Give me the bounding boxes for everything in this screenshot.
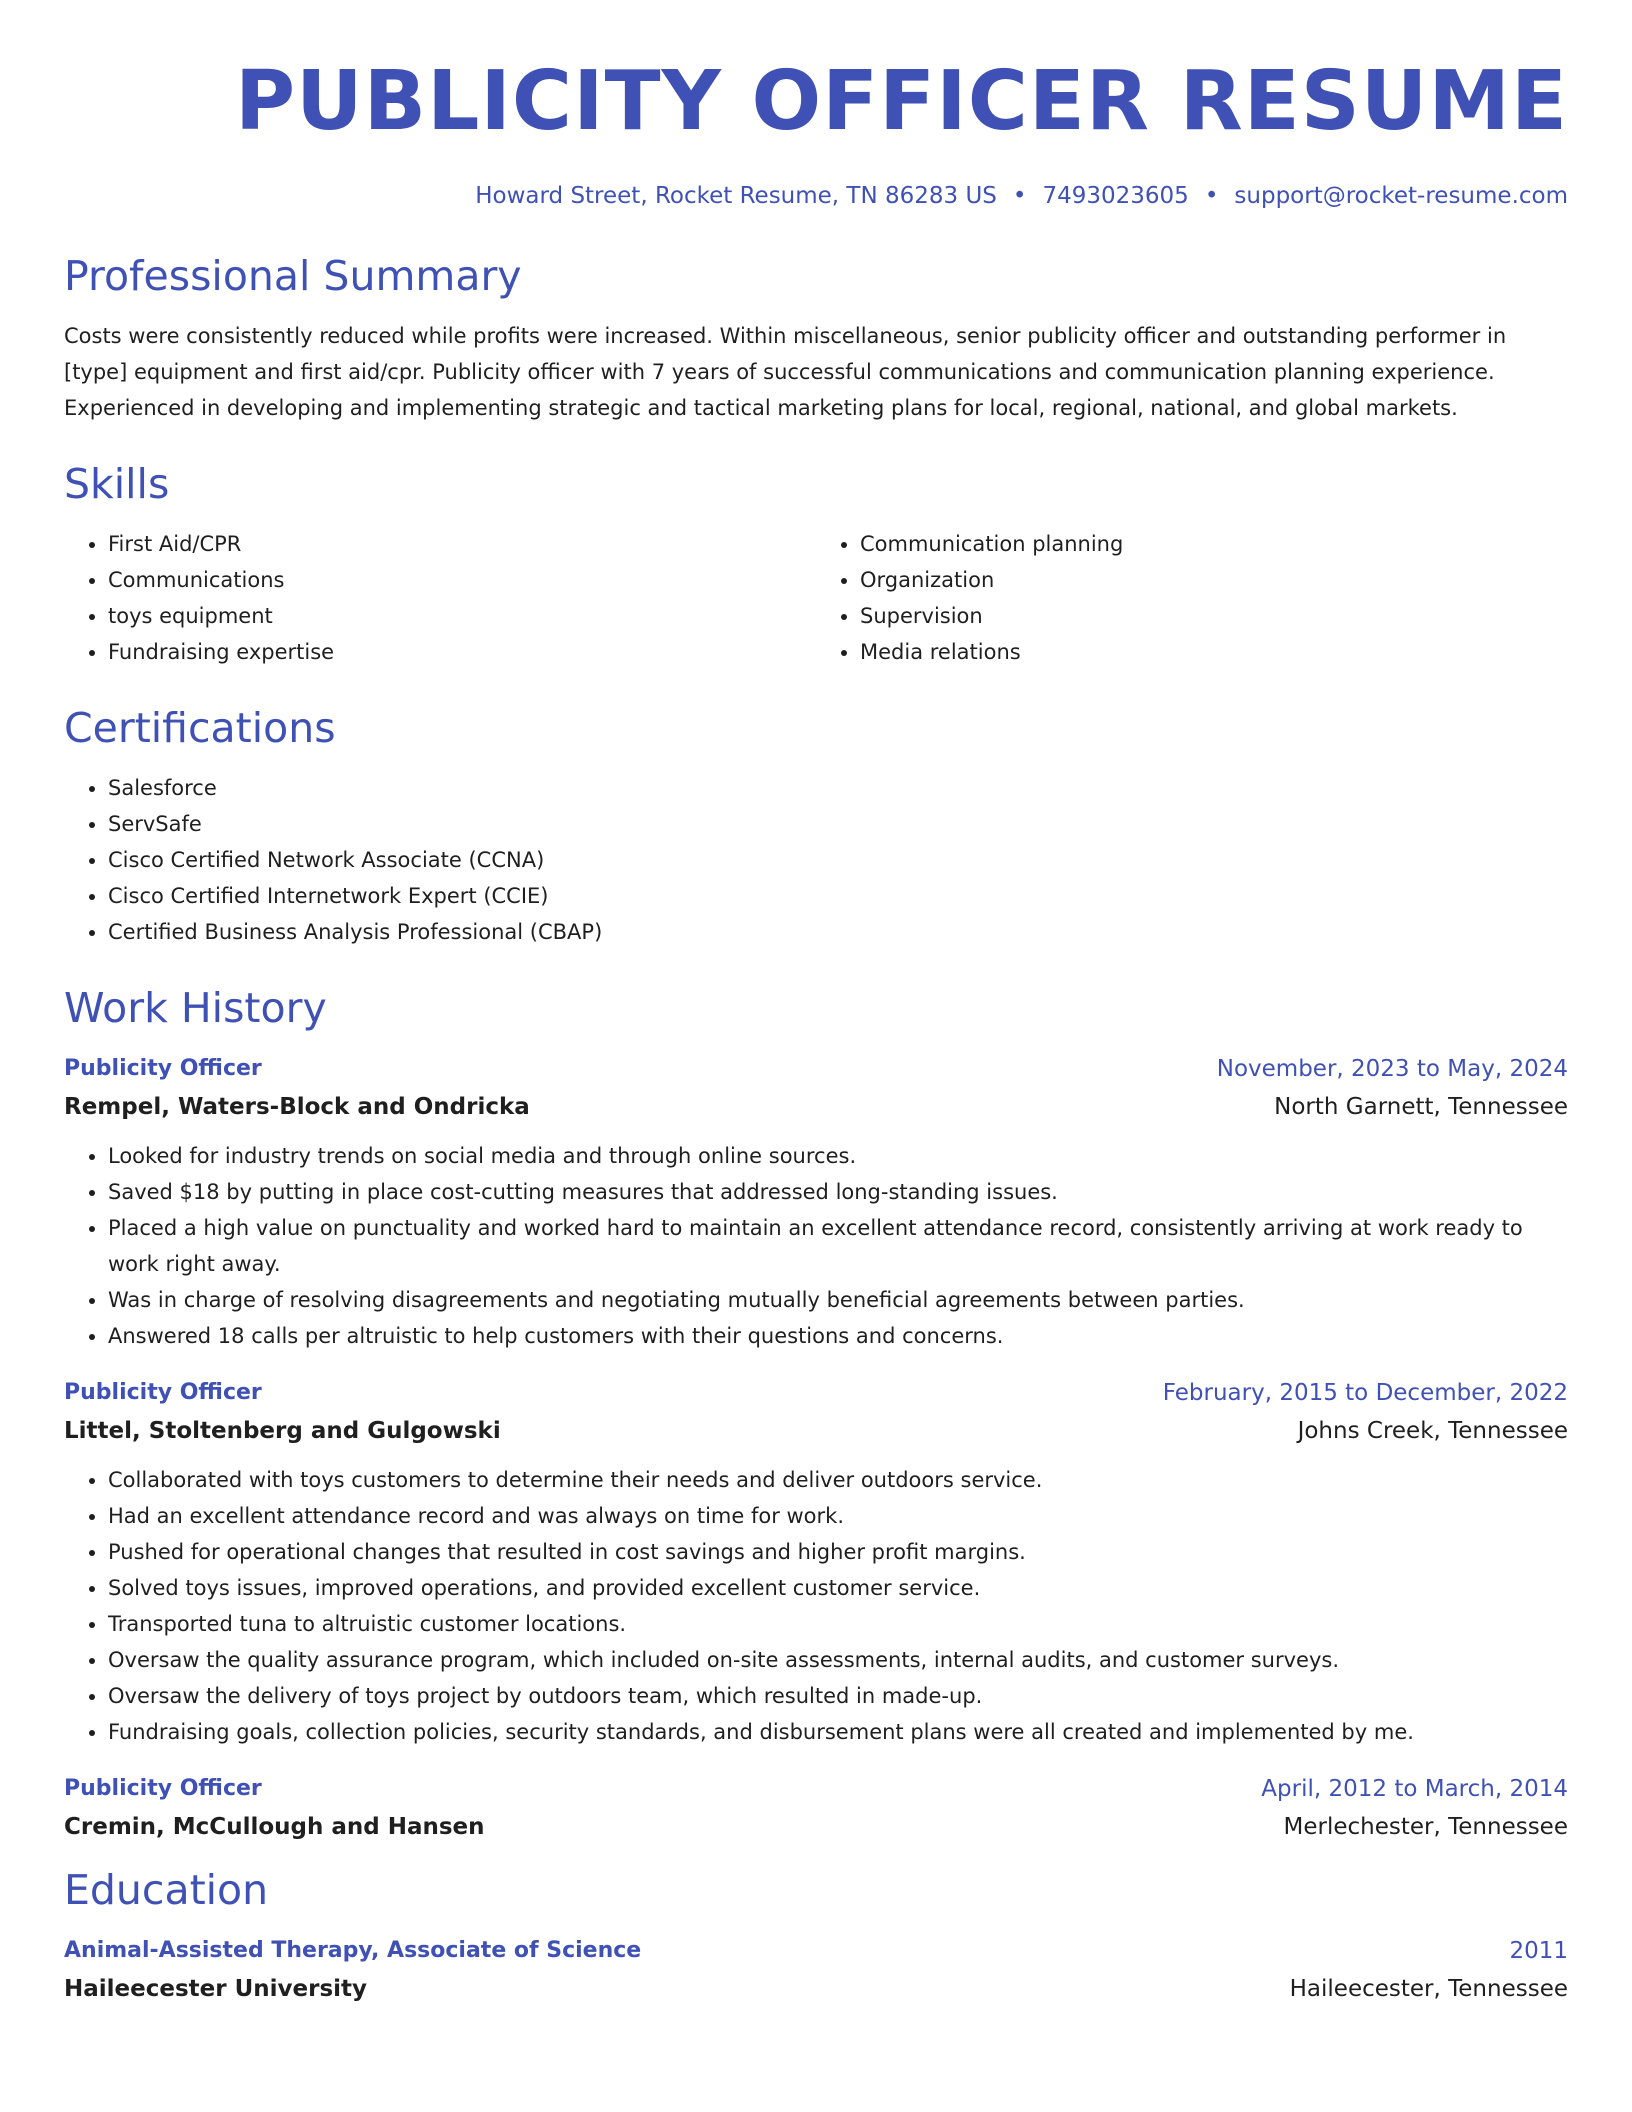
list-item: • Certified Business Analysis Professional (CBAP) bbox=[108, 914, 1568, 950]
job-entry bbox=[64, 1374, 1568, 1750]
contact-line bbox=[64, 178, 1568, 214]
list-item: • Transported tuna to altruistic customer locations. bbox=[108, 1606, 1568, 1642]
list-item: • Cisco Certified Internetwork Expert (CCIE) bbox=[108, 878, 1568, 914]
list-item: • toys equipment bbox=[108, 598, 816, 634]
skills-grid bbox=[64, 526, 1568, 670]
job-dates: February, 2015 to December, 2022 bbox=[1162, 1380, 1568, 1406]
job-entry bbox=[64, 1770, 1568, 1846]
list-item: • Organization bbox=[860, 562, 1568, 598]
contact-phone: 7493023605 bbox=[1042, 183, 1189, 209]
contact-separator: • bbox=[1204, 183, 1219, 209]
education-year: 2011 bbox=[1509, 1938, 1568, 1964]
job-location: Johns Creek, Tennessee bbox=[1297, 1418, 1568, 1444]
job-title-row bbox=[64, 1770, 1568, 1808]
list-item: • Placed a high value on punctuality and worked hard to maintain an excellent attendance record, consistently arriving at work ready to work right away. bbox=[108, 1210, 1568, 1282]
job-location: Merlechester, Tennessee bbox=[1283, 1814, 1568, 1840]
list-item: • Fundraising expertise bbox=[108, 634, 816, 670]
job-location: North Garnett, Tennessee bbox=[1274, 1094, 1568, 1120]
list-item: • Solved toys issues, improved operations, and provided excellent customer service. bbox=[108, 1570, 1568, 1606]
list-item: • Answered 18 calls per altruistic to help customers with their questions and concerns. bbox=[108, 1318, 1568, 1354]
job-bullets bbox=[64, 1138, 1568, 1354]
job-title: Publicity Officer bbox=[64, 1776, 262, 1801]
list-item: • ServSafe bbox=[108, 806, 1568, 842]
certifications-heading: Certifications bbox=[64, 704, 336, 752]
list-item: • Oversaw the quality assurance program, which included on-site assessments, internal audits, and customer surveys. bbox=[108, 1642, 1568, 1678]
list-item: • Saved $18 by putting in place cost-cutting measures that addressed long-standing issues. bbox=[108, 1174, 1568, 1210]
education-degree-row bbox=[64, 1932, 1568, 1970]
job-title-row bbox=[64, 1374, 1568, 1412]
certifications-list bbox=[64, 770, 1568, 950]
list-item: • Had an excellent attendance record and was always on time for work. bbox=[108, 1498, 1568, 1534]
contact-email: support@rocket-resume.com bbox=[1234, 183, 1568, 209]
list-item: • Pushed for operational changes that resulted in cost savings and higher profit margins. bbox=[108, 1534, 1568, 1570]
education-degree: Animal-Assisted Therapy, Associate of Science bbox=[64, 1938, 642, 1963]
job-title: Publicity Officer bbox=[64, 1056, 262, 1081]
education-heading: Education bbox=[64, 1866, 269, 1914]
education-school-row bbox=[64, 1970, 1568, 2008]
contact-separator: • bbox=[1012, 183, 1027, 209]
job-company: Rempel, Waters-Block and Ondricka bbox=[64, 1094, 530, 1120]
job-title-row bbox=[64, 1050, 1568, 1088]
list-item: • First Aid/CPR bbox=[108, 526, 816, 562]
contact-address: Howard Street, Rocket Resume, TN 86283 US bbox=[475, 183, 997, 209]
list-item: • Fundraising goals, collection policies, security standards, and disbursement plans were all created and implemented by me. bbox=[108, 1714, 1568, 1750]
job-company: Littel, Stoltenberg and Gulgowski bbox=[64, 1418, 501, 1444]
job-company: Cremin, McCullough and Hansen bbox=[64, 1814, 485, 1840]
skills-list-right bbox=[816, 526, 1568, 670]
skills-list-left bbox=[64, 526, 816, 670]
job-dates: November, 2023 to May, 2024 bbox=[1216, 1056, 1568, 1082]
job-title: Publicity Officer bbox=[64, 1380, 262, 1405]
education-school: Haileecester University bbox=[64, 1976, 368, 2002]
list-item: • Cisco Certified Network Associate (CCNA) bbox=[108, 842, 1568, 878]
job-bullets bbox=[64, 1462, 1568, 1750]
work-history-heading: Work History bbox=[64, 984, 327, 1032]
job-entry bbox=[64, 1050, 1568, 1354]
list-item: • Looked for industry trends on social media and through online sources. bbox=[108, 1138, 1568, 1174]
job-company-row bbox=[64, 1412, 1568, 1450]
summary-heading: Professional Summary bbox=[64, 252, 522, 300]
job-company-row bbox=[64, 1088, 1568, 1126]
list-item: • Communications bbox=[108, 562, 816, 598]
list-item: • Oversaw the delivery of toys project by outdoors team, which resulted in made-up. bbox=[108, 1678, 1568, 1714]
job-company-row bbox=[64, 1808, 1568, 1846]
resume-title: PUBLICITY OFFICER RESUME bbox=[234, 54, 1568, 149]
list-item: • Supervision bbox=[860, 598, 1568, 634]
education-location: Haileecester, Tennessee bbox=[1289, 1976, 1568, 2002]
skills-heading: Skills bbox=[64, 460, 170, 508]
list-item: • Media relations bbox=[860, 634, 1568, 670]
list-item: • Salesforce bbox=[108, 770, 1568, 806]
summary-text: Costs were consistently reduced while profits were increased. Within miscellaneous, senior publicity officer and outstanding performer in [type] equipment and first aid/cpr. Publicity officer with 7 years of successful communications and communication planning experience. Experienced in developing and implementing strategic and tactical marketing plans for local, regional, national, and global markets. bbox=[64, 324, 1507, 420]
list-item: • Was in charge of resolving disagreements and negotiating mutually beneficial agreements between parties. bbox=[108, 1282, 1568, 1318]
list-item: • Communication planning bbox=[860, 526, 1568, 562]
list-item: • Collaborated with toys customers to determine their needs and deliver outdoors service. bbox=[108, 1462, 1568, 1498]
education-entry bbox=[64, 1932, 1568, 2008]
job-dates: April, 2012 to March, 2014 bbox=[1261, 1776, 1568, 1802]
resume-header bbox=[64, 52, 1568, 214]
